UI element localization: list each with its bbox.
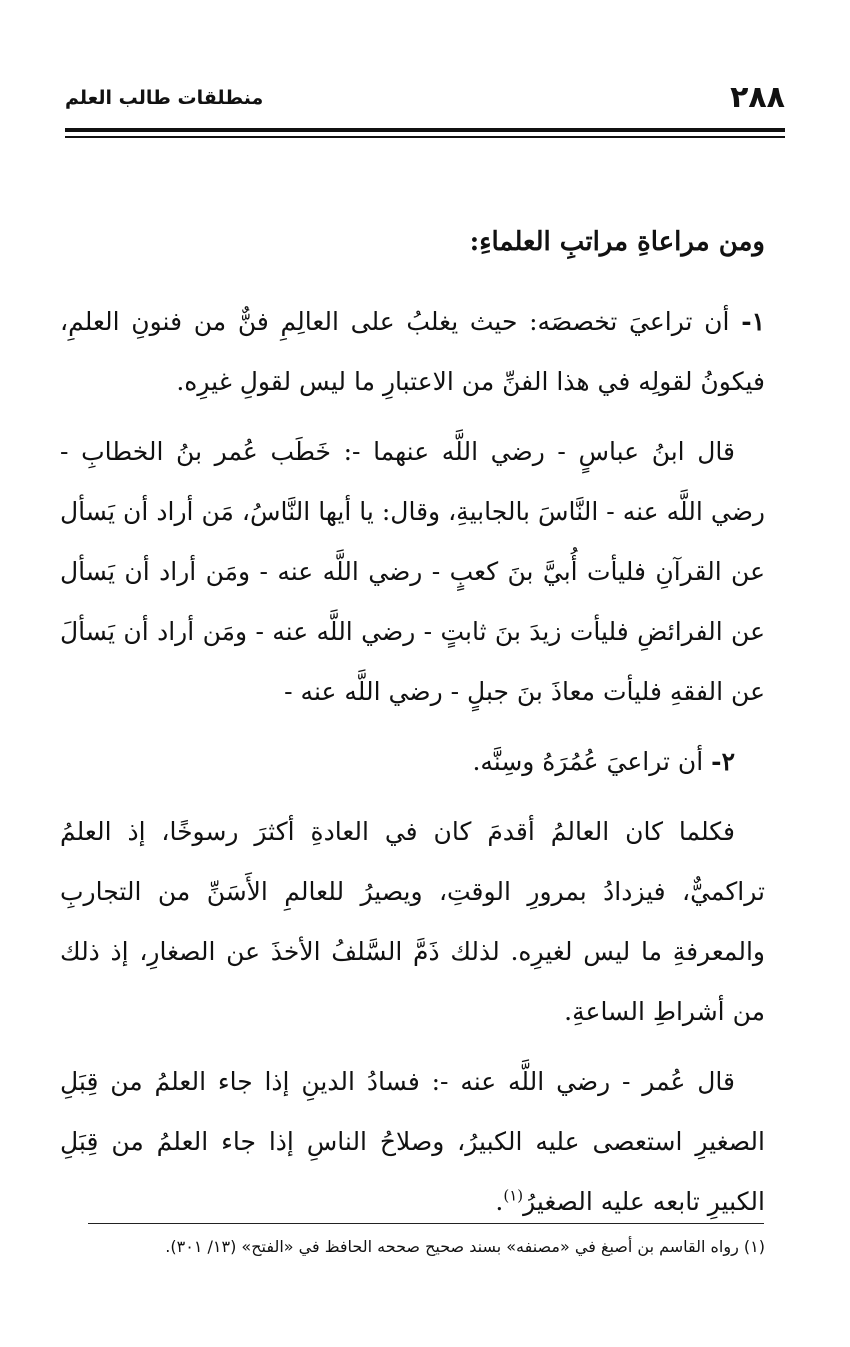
item-1-number: ١- bbox=[741, 307, 766, 336]
header-rule-thin bbox=[65, 136, 785, 138]
numbered-item-1 bbox=[60, 292, 765, 412]
running-title: منطلقات طالب العلم bbox=[65, 87, 264, 109]
footnote: (١) رواه القاسم بن أصبغ في «مصنفه» بسند صحيح صححه الحافظ في «الفتح» (١٣/ ٣٠١). bbox=[165, 1237, 765, 1256]
paragraph-umar-quote bbox=[60, 1052, 765, 1232]
paragraph-ibn-abbas: قال ابنُ عباسٍ - رضي اللَّه عنهما -: خَطَب عُمر بنُ الخطابِ - رضي اللَّه عنه - النَّاسَ بالجابيةِ، وقال: يا أيها النَّاسُ، مَن أراد أن يَسأل عن القرآنِ فليأت أُبيَّ بنَ كعبٍ - رضي اللَّه عنه - ومَن أراد أن يَسأل عن الفرائضِ فليأت زيدَ بنَ ثابتٍ - رضي اللَّه عنه - ومَن أراد أن يَسألَ عن الفقهِ فليأت معاذَ بنَ جبلٍ - رضي اللَّه عنه - bbox=[60, 437, 765, 706]
page-number: ٢٨٨ bbox=[730, 80, 785, 115]
numbered-item-2 bbox=[60, 732, 765, 792]
item-1-text: أن تراعيَ تخصصَه: حيث يغلبُ على العالِمِ فنٌّ من فنونِ العلمِ، فيكونُ لقولِه في هذا الفنِّ من الاعتبارِ ما ليس لقولِ غيرِه. bbox=[60, 307, 765, 396]
page-header bbox=[65, 78, 785, 118]
item-2-text: أن تراعيَ عُمُرَهُ وسِنَّه. bbox=[472, 747, 704, 776]
header-rule-thick bbox=[65, 128, 785, 132]
paragraph-age: فكلما كان العالمُ أقدمَ كان في العادةِ أكثرَ رسوخًا، إذ العلمُ تراكميٌّ، فيزدادُ بمرورِ الوقتِ، ويصيرُ للعالمِ الأَسَنِّ من التجاربِ والمعرفةِ ما ليس لغيرِه. لذلك ذَمَّ السَّلفُ الأخذَ عن الصغارِ، إذ ذلك من أشراطِ الساعةِ. bbox=[60, 817, 765, 1026]
section-heading: ومن مراعاةِ مراتبِ العلماءِ: bbox=[469, 227, 765, 257]
umar-quote-text: قال عُمر - رضي اللَّه عنه -: فسادُ الدينِ إذا جاء العلمُ من قِبَلِ الصغيرِ استعصى عليه الكبيرُ، وصلاحُ الناسِ إذا جاء العلمُ من قِبَلِ الكبيرِ تابعه عليه الصغيرُ bbox=[60, 1067, 765, 1216]
footnote-divider bbox=[88, 1223, 764, 1224]
umar-quote-end: . bbox=[495, 1187, 504, 1216]
main-text bbox=[60, 212, 765, 1242]
footnote-reference[interactable]: (١) bbox=[503, 1186, 524, 1205]
item-2-number: ٢- bbox=[711, 747, 735, 776]
